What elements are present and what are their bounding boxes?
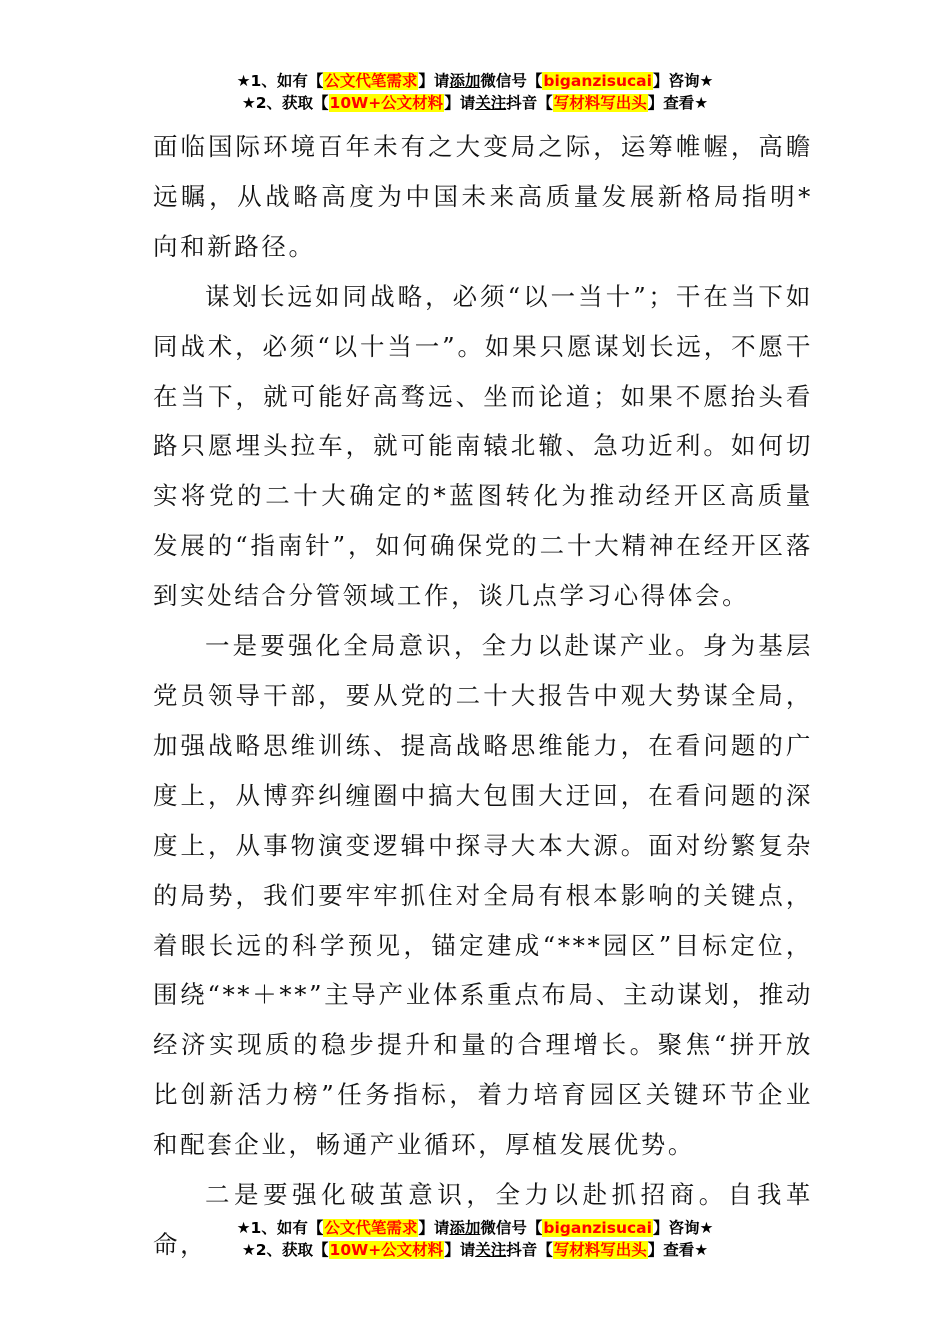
banner-text: 】查看★ [647, 1241, 709, 1259]
banner-underlined: 添加 [449, 1219, 481, 1237]
banner-text: ★1、如有【 [236, 72, 324, 90]
header-banner [0, 70, 950, 114]
highlight-wechat-id: biganzisucai [543, 1219, 652, 1237]
banner-underlined: 关注 [475, 1241, 507, 1259]
highlight-wechat-id: biganzisucai [543, 72, 652, 90]
highlight-service: 公文代笔需求 [324, 72, 418, 90]
banner-text: ★2、获取【 [241, 94, 329, 112]
banner-line-1 [0, 1217, 950, 1239]
paragraph-2: 谋划长远如同战略，必须“以一当十”；干在当下如同战术，必须“以十当一”。如果只愿谋划长远，不愿干在当下，就可能好高骛远、坐而论道；如果不愿抬头看路只愿埋头拉车，就可能南辕北辙、急功近利。如何切实将党的二十大确定的*蓝图转化为推动经开区高质量发展的“指南针”，如何确保党的二十大精神在经开区落到实处结合分管领域工作，谈几点学习心得体会。 [153, 281, 813, 611]
highlight-materials: 10W+公文材料 [329, 94, 444, 112]
highlight-douyin-id: 写材料写出头 [553, 94, 647, 112]
banner-text: 】查看★ [647, 94, 709, 112]
banner-text: 抖音【 [506, 1241, 553, 1259]
banner-underlined: 添加 [449, 72, 481, 90]
banner-text: 】咨询★ [652, 72, 714, 90]
banner-text: 微信号【 [480, 1219, 543, 1237]
banner-text: ★1、如有【 [236, 1219, 324, 1237]
banner-line-1 [0, 70, 950, 92]
banner-text: 微信号【 [480, 72, 543, 90]
paragraph-4: 二是要强化破茧意识，全力以赴抓招商。自我革命， [153, 1180, 813, 1259]
banner-text: 】请 [444, 94, 476, 112]
footer-banner [0, 1217, 950, 1261]
highlight-materials: 10W+公文材料 [329, 1241, 444, 1259]
highlight-douyin-id: 写材料写出头 [553, 1241, 647, 1259]
highlight-service: 公文代笔需求 [324, 1219, 418, 1237]
banner-text: 】请 [418, 72, 450, 90]
banner-line-2 [0, 92, 950, 114]
banner-text: 】请 [444, 1241, 476, 1259]
banner-text: ★2、获取【 [241, 1241, 329, 1259]
banner-underlined: 关注 [475, 94, 507, 112]
banner-text: 抖音【 [506, 94, 553, 112]
banner-line-2 [0, 1239, 950, 1261]
banner-text: 】咨询★ [652, 1219, 714, 1237]
document-body [153, 122, 813, 1270]
paragraph-1: 面临国际环境百年未有之大变局之际，运筹帷幄，高瞻远瞩，从战略高度为中国未来高质量发展新格局指明*向和新路径。 [153, 132, 813, 261]
banner-text: 】请 [418, 1219, 450, 1237]
paragraph-3: 一是要强化全局意识，全力以赴谋产业。身为基层党员领导干部，要从党的二十大报告中观大势谋全局，加强战略思维训练、提高战略思维能力，在看问题的广度上，从博弈纠缠圈中搞大包围大迂回，在看问题的深度上，从事物演变逻辑中探寻大本大源。面对纷繁复杂的局势，我们要牢牢抓住对全局有根本影响的关键点，着眼长远的科学预见，锚定建成“***园区”目标定位，围绕“**＋**”主导产业体系重点布局、主动谋划，推动经济实现质的稳步提升和量的合理增长。聚焦“拼开放比创新活力榜”任务指标，着力培育园区关键环节企业和配套企业，畅通产业循环，厚植发展优势。 [153, 631, 813, 1160]
